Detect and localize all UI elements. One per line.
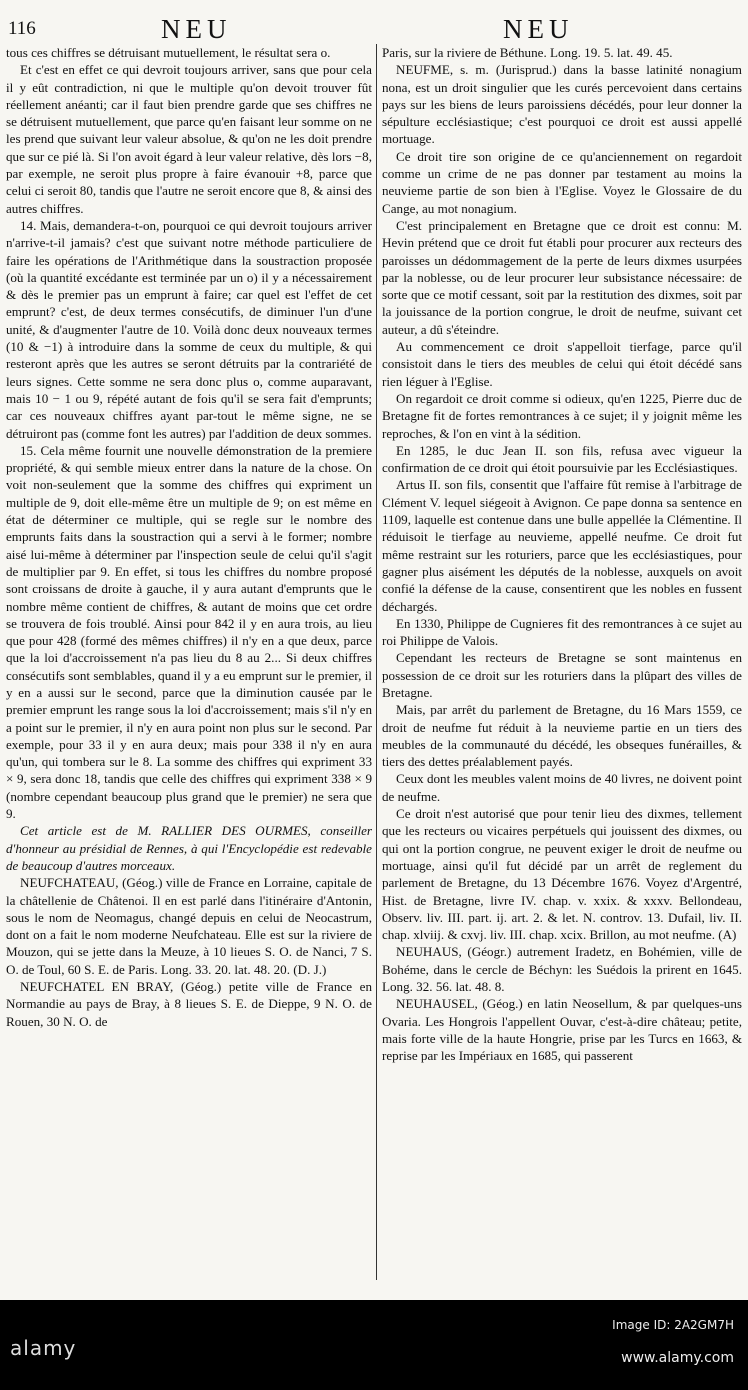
running-head-right: NEU: [503, 14, 574, 44]
paragraph: NEUFME, s. m. (Jurisprud.) dans la basse latinité nonagium nona, est un droit singulier que les curés percevoient dans certains pays sur les biens de leurs paroissiens décédés, pour leur donner la sépulture ecclésiastique; c'est pourquoi ce droit est aussi appellé mortuage.: [382, 62, 742, 147]
paragraph: Ce droit tire son origine de ce qu'anciennement on regardoit comme un crime de ne pas donner par testament au moins la neuvieme partie de son bien à l'Eglise. Voyez le Glossaire de du Cange, au mot nonagium.: [382, 148, 742, 216]
paragraph: NEUHAUS, (Géogr.) autrement Iradetz, en Bohémien, ville de Bohéme, dans le cercle de Béchyn: les Suédois la prirent en 1645. Long. 32. 56. lat. 48. 8.: [382, 944, 742, 995]
left-column: [6, 44, 372, 1030]
right-column: [382, 44, 742, 1065]
paragraph: tous ces chiffres se détruisant mutuellement, le résultat sera o.: [6, 45, 331, 60]
watermark-image-id: Image ID: 2A2GM7H: [612, 1318, 734, 1332]
paragraph: 15. Cela même fournit une nouvelle démonstration de la premiere propriété, & qui semble mieux entrer dans la nature de la chose. On voit non-seulement que la somme des chiffres qui expriment un multiple de 9, doit elle-même être un multiple de 9; on est même en état de déterminer ce multiple, qui se regle sur le nombre des emprunts faits dans la soustraction qui a servi à le former; nombre aisé lui-même à déterminer par l'inspection seule de celui qu'il s'agit de multiplier par 9. En effet, si tous les chiffres du nombre proposé sont croissans de droite à gauche, il y aura autant d'emprunts que le nombre même contient de chiffres, & autant de moins que cet ordre se trouvera de fois troublé. Ainsi pour 842 il y en aura trois, au lieu que pour 428 (formé des mêmes chiffres) il n'y en a que deux, parce que la loi d'accroissement n'a pas lieu du 8 au 2... Si deux chiffres consécutifs sont semblables, quand il y a eu emprunt sur le premier, il y en a aussi sur le second, parce que la diminution causée par le premier emprunt les range sous la loi d'accroissement; mais s'il n'y en a point sur le premier, il n'y en aura point non plus sur le second. Par exemple, pour 33 il y en aura deux; mais pour 338 il n'y en aura qu'un, qui tombera sur le 8. La somme des chiffres qui expriment 33 × 9, sera donc 18, tandis que celle des chiffres qui expriment 338 × 9 (nombre cependant beaucoup plus grand que le premier) ne sera que 9.: [6, 442, 372, 822]
paragraph: Artus II. son fils, consentit que l'affaire fût remise à l'arbitrage de Clément V. lequel siégeoit à Avignon. Ce pape donna sa sentence en 1109, laquelle est contenue dans une bulle appellée la Clémentine. Il réduisoit le tierfage au neuvieme, appellé neufme. Ce droit fut même restraint sur les roturiers, parce que les ecclésiastiques, pour gagner plus aisément les députés de la noblesse, auxquels on avoit confié la défense de la cause, consentirent que les nobles en fussent déchargés.: [382, 477, 742, 614]
paragraph: NEUFCHATEAU, (Géog.) ville de France en Lorraine, capitale de la châtellenie de Châtenoi. Il en est parlé dans l'itinéraire d'Antonin, sous le nom de Neomagus, changé depuis en celui de Neocastrum, dont on a fait le nom moderne Neufchateau. Elle est sur la riviere de Mouzon, qui se jette dans la Meuze, à 10 lieues S. O. de Nanci, 7 S. O. de Toul, 60 S. E. de Paris. Long. 33. 20. lat. 48. 20. (D. J.): [6, 875, 372, 977]
watermark-url: www.alamy.com: [621, 1350, 734, 1366]
paragraph: Mais, par arrêt du parlement de Bretagne, du 16 Mars 1559, ce droit de neufme fut réduit à la neuvieme partie en un tiers des meubles de la communauté du décédé, les obseques funérailles, & tiers des dettes préalablement payés.: [382, 702, 742, 770]
watermark: [0, 1300, 748, 1390]
paragraph: Cet article est de M. RALLIER DES OURMES, conseiller d'honneur au présidial de Rennes, à qui l'Encyclopédie est redevable de beaucoup d'autres morceaux.: [6, 823, 372, 873]
watermark-brand: alamy: [10, 1336, 77, 1360]
running-head-left: NEU: [161, 14, 232, 44]
paragraph: Et c'est en effet ce qui devroit toujours arriver, sans que pour cela il y eût contradiction, ni que le multiple qu'on devoit trouver fût réellement anéanti; car il faut bien prendre garde que ses chiffres ne se détruisent mutuellement, que parce qu'en faisant leur somme on ne les prend que suivant leur valeur absolue, & qu'on ne les doit prendre que sur ce pié là. Si l'on avoit égard à leur valeur relative, dès lors −8, par exemple, ne seroit plus propre à faire évanouir +8, parce que celui ci seroit 80, tandis que l'autre ne seroit encore que 8, & ainsi des autres chiffres.: [6, 62, 372, 216]
paragraph: Ce droit n'est autorisé que pour tenir lieu des dixmes, tellement que les recteurs ou vicaires perpétuels qui jouissent des dixmes, ou qui ont la portion congrue, ne peuvent exiger le droit de neufme ou mortuage, ainsi qu'il fut décidé par un arrêt de reglement du parlement de Bretagne, du 13 Décembre 1676. Voyez d'Argentré, Hist. de Bretagne, livre IV. chap. v. xxix. & xxxv. Bellondeau, Observ. liv. III. part. ij. art. 2. & let. N. controv. 13. Dufail, liv. II. chap. xlviij. & cxvj. liv. III. chap. xcix. Brillon, au mot neufme. (A): [382, 806, 742, 943]
paragraph: En 1330, Philippe de Cugnieres fit des remontrances à ce sujet au roi Philippe de Valois.: [382, 615, 742, 649]
page-header: [6, 16, 742, 46]
paragraph: Paris, sur la riviere de Béthune. Long. 19. 5. lat. 49. 45.: [382, 45, 673, 60]
paragraph: 14. Mais, demandera-t-on, pourquoi ce qui devroit toujours arriver n'arrive-t-il jamais? c'est que suivant notre méthode particuliere de faire les opérations de l'Arithmétique dans la soustraction proposée (où la quantité excédante est terminée par un o) il y a nécessairement & dès le premier pas un emprunt à faire; car quel est l'effet de cet emprunt? c'est, de deux termes consécutifs, de diminuer l'un d'une unité, & d'augmenter l'autre de 10. Voilà donc deux nouveaux termes (10 & −1) à introduire dans la somme de ceux du multiple, & qui resteront après que les autres se seront détruits par la contrariété de leurs signes. Cette somme ne sera donc plus o, comme auparavant, mais 10 − 1 ou 9, répété autant de fois qu'il se sera fait d'emprunts; car ces nouveaux chiffres ayant par-tout le même signe, ne se détruiront pas (comme font les autres) par l'addition de deux sommes.: [6, 217, 372, 441]
paragraph: Ceux dont les meubles valent moins de 40 livres, ne doivent point de neufme.: [382, 771, 742, 804]
paragraph: En 1285, le duc Jean II. son fils, refusa avec vigueur la confirmation de ce droit qui étoit poursuivie par les Ecclésiastiques.: [382, 442, 742, 476]
page-number: 116: [8, 18, 36, 39]
paragraph: C'est principalement en Bretagne que ce droit est connu: M. Hevin prétend que ce droit fut établi pour procurer aux recteurs des paroisses un dédommagement de la perte de leurs dixmes usurpées par la noblesse, ou de leur procurer leur subsistance nécessaire: de sorte que ce motif cessant, soit par la restitution des dixmes, soit par la jouissance de la portion congrue, le droit de neufme, suivant cet auteur, a dû s'éteindre.: [382, 217, 742, 337]
paragraph: Au commencement ce droit s'appelloit tierfage, parce qu'il consistoit dans le tiers des meubles de celui qui étoit décédé sans rien léguer à l'Eglise.: [382, 339, 742, 389]
paragraph: NEUHAUSEL, (Géog.) en latin Neosellum, & par quelques-uns Ovaria. Les Hongrois l'appellent Ouvar, c'est-à-dire château; petite, mais forte ville de la haute Hongrie, prise par les Turcs en 1663, & reprise par les Impériaux en 1685, qui passerent: [382, 996, 742, 1064]
paragraph: On regardoit ce droit comme si odieux, qu'en 1225, Pierre duc de Bretagne fit de fortes remontrances à ce sujet; il y joignit même les reproches, & l'on en vint à la sédition.: [382, 390, 742, 441]
paragraph: Cependant les recteurs de Bretagne se sont maintenus en possession de ce droit sur les roturiers dans la plûpart des villes de Bretagne.: [382, 650, 742, 700]
column-divider: [376, 44, 377, 1280]
paragraph: NEUFCHATEL EN BRAY, (Géog.) petite ville de France en Normandie au pays de Bray, à 8 lieues S. E. de Dieppe, 9 N. O. de Rouen, 30 N. O. de: [6, 979, 372, 1029]
